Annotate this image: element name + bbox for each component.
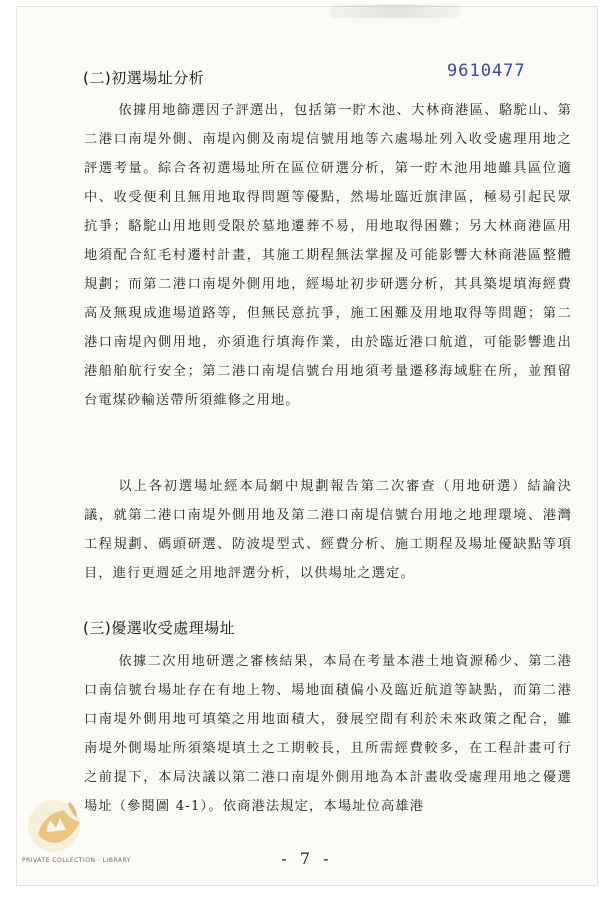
- watermark-caption: PRIVATE COLLECTION · LIBRARY: [22, 857, 131, 864]
- page-number: - 7 -: [281, 849, 333, 868]
- section-heading-preferred-site: (三)優選收受處理場址: [83, 619, 236, 637]
- library-watermark-logo-icon: [24, 790, 94, 856]
- scan-smudge: [330, 4, 460, 18]
- section-heading-initial-site-analysis: (二)初選場址分析: [83, 69, 205, 87]
- paragraph-review-conclusion: 以上各初選場址經本局網中規劃報告第二次審查（用地研選）結論決議，就第二港口南堤外側用地及第二港口南堤信號台用地之地理環境、港灣工程規劃、碼頭研選、防波堤型式、經費分析、施工期程及場址優缺點等項目，進行更週延之用地評選分析，以供場址之選定。: [84, 479, 572, 582]
- paragraph-initial-site-analysis: 依據用地篩選因子評選出，包括第一貯木池、大林商港區、駱駝山、第二港口南堤外側、南堤內側及南堤信號用地等六處場址列入收受處理用地之評選考量。綜合各初選場址所在區位研選分析，第一貯木池用地雖具區位適中、收受便利且無用地取得問題等優點，然場址臨近旗津區，極易引起民眾抗爭；駱駝山用地則受限於墓地遷葬不易，用地取得困難；另大林商港區用地須配合紅毛村遷村計畫，其施工期程無法掌握及可能影響大林商港區整體規劃；而第二港口南堤外側用地，經場址初步研選分析，其具築堤填海經費高及無現成進場道路等，但無民意抗爭，施工困難及用地取得等問題；第二港口南堤內側用地，亦須進行填海作業，由於臨近港口航道，可能影響進出港船舶航行安全；第二港口南堤信號台用地須考量遷移海域駐在所，並預留台電煤砂輸送帶所須維修之用地。: [84, 103, 572, 409]
- paragraph-preferred-site: 依據二次用地研選之審核結果，本局在考量本港土地資源稀少、第二港口南信號台場址存在有地上物、場地面積偏小及臨近航道等缺點，而第二港口南堤外側用地可填築之用地面積大，發展空間有利於未來政策之配合，雖南堤外側場址所須築堤填土之工期較長，且所需經費較多，在工程計畫可行之前提下，本局決議以第二港口南堤外側用地為本計畫收受處理用地之優選場址（參閱圖 4-1）。依商港法規定，本場址位高雄港: [84, 654, 572, 815]
- document-number-stamp: 9610477: [447, 61, 526, 81]
